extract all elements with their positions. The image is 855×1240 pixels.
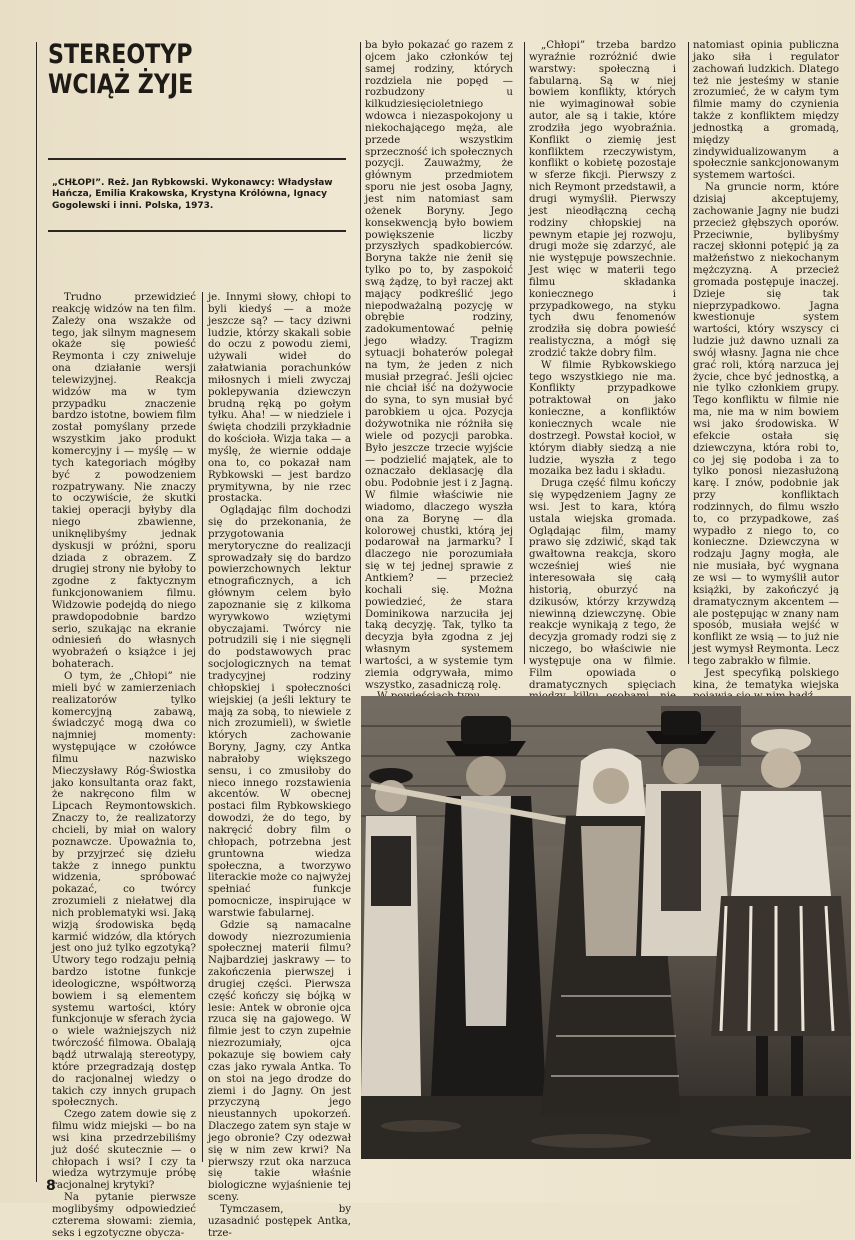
article-title-line-1: STEREOTYP (48, 39, 193, 70)
paragraph: Na gruncie norm, które dzisiaj akceptujemy, zachowanie Jagny nie budzi przecież głębszych oporów. Przeciwnie, bylibyśmy raczej skłonni potępić ją za małżeństwo z niekochanym mężczyzną. A przecież gromada postępuje inaczej. Dzieje się tak nieprzypadkowo. Jagna kwestionuje system wartości, który wszyscy ci ludzie już dawno uznali za swój własny. Jagna nie chce grać roli, którą narzuca jej życie, chce być jednostką, a nie tylko członkiem grupy. Tego konfliktu w filmie nie ma, nie ma w nim bowiem wsi jako środowiska. W efekcie ostała się dziewczyna, która robi to, co jej się podoba i za to tylko ponosi niezasłużoną karę. I znów, podobnie jak przy konfliktach rodzinnych, do filmu wszło to, co przypadkowe, zaś wypadło z niego to, co konieczne. Dziewczyna w rodzaju Jagny mogła, ale nie musiała, być wygnana ze wsi — to wymyślił autor książki, by zakończyć ją dramatycznym akcentem — ale postępując w znany nam sposób, musiała wejść w konflikt ze wsią — to już nie jest wymysł Reymonta. Lecz tego zabrakło w filmie. (693, 182, 839, 667)
text-column-4 (529, 40, 677, 691)
text-column-3 (365, 40, 513, 691)
paragraph: „Chłopi” trzeba bardzo wyraźnie rozróżnić dwie warstwy: społeczną i fabularną. Są w niej bowiem konflikty, których nie wyimaginował sobie autor, ale są i takie, które zrodziła jego wyobraźnia. Konflikt o ziemię jest konfliktem rzeczywistym, konflikt o kobietę pozostaje w sferze fikcji. Pierwszy z nich Reymont przedstawił, a drugi wymyślił. Pierwszy jest nieodłączną cechą rodziny chłopskiej na pewnym etapie jej rozwoju, drugi może się zdarzyć, ale nie występuje powszechnie. Jest więc w materii tego filmu składanka koniecznego i przypadkowego, na styku tych dwu fenomenów zrodziła się dobra powieść realistyczna, a mógł się zrodzić także dobry film. (529, 40, 677, 359)
column-rule (524, 42, 525, 664)
paragraph: ba było pokazać go razem z ojcem jako członków tej samej rodziny, których rozdziela nie popęd — rozbudzony u kilkudziesięcioletniego wdowca i niezaspokojony u niekochającego męża, ale przede wszystkim sprzeczność ich społecznych pozycji. Zauważmy, że głównym przedmiotem sporu nie jest osoba Jagny, jest nim natomiast sam ożenek Boryny. Jego konsekwencją było bowiem powiększenie liczby przyszłych spadkobierców. Boryna także nie żenił się tylko po to, by zaspokoić swą żądzę, to był raczej akt mający podkreślić jego niepodważalną pozycję w obrębie rodziny, zadokumentować pełnię jego władzy. Tragizm sytuacji bohaterów polegał na tym, że jeden z nich musiał przegrać. Jeśli ojciec nie chciał iść na dożywocie do syna, to syn musiał być parobkiem u ojca. Pozycja dożywotnika nie różniła się wiele od pozycji parobka. Było jeszcze trzecie wyjście — podzielić majątek, ale to oznaczało deklasację dla obu. Podobnie jest i z Jagną. W filmie właściwie nie wiadomo, dlaczego wyszła ona za Borynę — dla kolorowej chustki, którą jej podarował na jarmarku? I dlaczego nie porozumiała się w tej jednej sprawie z Antkiem? — przecież kochali się. Można powiedzieć, że stara Dominikowa narzuciła jej taką decyzję. Tak, tylko ta decyzja była zgodna z jej własnym systemem wartości, a w systemie tym ziemia odgrywała, mimo wszystko, zasadniczą rolę. (365, 40, 513, 691)
article-title (48, 40, 294, 100)
paragraph: Na pytanie pierwsze moglibyśmy odpowiedzieć czterema słowami: ziemia, seks i egzotyczne obycza- (52, 1192, 196, 1239)
column-rule (360, 42, 361, 664)
credits-bottom-rule (48, 230, 346, 232)
film-credits: „CHŁOPI”. Reż. Jan Rybkowski. Wykonawcy: Władysław Hańcza, Emilia Krakowska, Krystyna Królówna, Ignacy Gogolewski i inni. Polska, 1973. (52, 178, 333, 211)
paragraph: Jest specyfiką polskiego kina, że tematyka wiejska (693, 667, 839, 691)
paragraph: Tymczasem, by uzasadnić postępek Antka, trze- (208, 1203, 351, 1239)
text-column-2 (208, 292, 351, 1239)
paragraph: je. Innymi słowy, chłopi to byli kiedyś — a może jeszcze są? — tacy dziwni ludzie, którzy skakali sobie do oczu z powodu ziemi, używali wideł do załatwiania porachunków miłosnych i mieli zwyczaj poklepywania dziewczyn brudną ręką po gołym tyłku. Aha! — w niedziele i święta chodzili przykładnie do kościoła. Wizja taka — a myślę, że wiernie oddaje ona to, co pokazał nam Rybkowski — jest bardzo prymitywna, by nie rzec prostacka. (208, 292, 351, 505)
left-margin-rule (36, 42, 37, 1182)
text-column-1 (52, 292, 196, 1239)
text-column-5 (693, 40, 839, 691)
column-rule (202, 292, 203, 1162)
page-number: 8 (46, 1178, 56, 1194)
paragraph: Oglądając film dochodzi się do przekonania, że przygotowania merytoryczne do realizacji sprowadzały się do bardzo powierzchownych lektur etnograficznych, a ich głównym celem było zapoznanie się z kilkoma wyrywkowo wziętymi obyczajami. Twórcy nie potrudzili się i nie sięgnęli do podstawowych prac socjologicznych na temat tradycyjnej rodziny chłopskiej i społeczności wiejskiej (a jeśli lektury te mają za sobą, to niewiele z nich zrozumieli), w świetle których zachowanie Boryny, Jagny, czy Antka nabrałoby większego sensu, i co zmusiłoby do nieco innego rozstawienia akcentów. W obecnej postaci film Rybkowskiego dowodzi, że do tego, by nakręcić dobry film o chłopach, potrzebna jest gruntowna wiedza społeczna, a tworzywo literackie może co najwyżej spełniać funkcje pomocnicze, inspirujące w warstwie fabularnej. (208, 505, 351, 919)
film-still-photo (361, 696, 851, 1159)
paragraph: Czego zatem dowie się z filmu widz miejski — bo na wsi kina przedrzebiliśmy już dość skutecznie — o chłopach i wsi? I czy ta wiedza wytrzymuje próbę racjonalnej krytyki? (52, 1109, 196, 1192)
folk-musicians-illustration (361, 696, 851, 1159)
title-top-rule (48, 158, 346, 160)
paragraph: Druga część filmu kończy się wypędzeniem Jagny ze wsi. Jest to kara, którą ustala wiejska gromada. Oglądając film, mamy prawo się zdziwić, skąd tak gwałtowna reakcja, skoro wcześniej wieś nie interesowała się całą historią, oburzyć na dzikusów, którzy krzywdzą niewinną dziewczynę. Obie reakcje wynikają z tego, że decyzja gromady rodzi się z niczego, bo właściwie nie występuje ona w filmie. Film opowiada o dramatycznych spięciach (529, 478, 676, 691)
paragraph: O tym, że „Chłopi” nie mieli być w zamierzeniach realizatorów tylko komercyjną zabawą, świadczyć mogą dwa co najmniej momenty: występujące w czołówce filmu nazwisko Mieczysławy Róg-Świostka jako konsultanta oraz fakt, że nakręcono film w Lipcach Reymontowskich. Znaczy to, że realizatorzy chcieli, by miał on walory poznawcze. Upoważnia to, by przyjrzeć się dziełu także z innego punktu widzenia, spróbować pokazać, co twórcy zrozumieli z niełatwej dla nich problematyki wsi. Jaką wizją środowiska będą karmić widzów, dla których jest ono już tylko egzotyką? Utwory tego rodzaju pełnią bardzo istotne funkcje ideologiczne, współtworzą bowiem i są elementem systemu wartości, który funkcjonuje w sferach życia o wiele ważniejszych niż twórczość filmowa. Obalają bądź utrwalają stereotypy, które przegradzają dostęp do racjonalnej wiedzy o takich czy innych grupach społecznych. (52, 671, 196, 1109)
paragraph: natomiast opinia publiczna jako siła i regulator zachowań ludzkich. Dlatego też nie jesteśmy w stanie zrozumieć, że w całym tym filmie mamy do czynienia także z konfliktem między jednostką a gromadą, między zindywidualizowanym a społecznie sankcjonowanym systemem wartości. (693, 40, 839, 182)
article-title-line-2: WCIĄŻ ŻYJE (48, 69, 194, 100)
paragraph: Trudno przewidzieć reakcję widzów na ten film. Zależy ona wszakże od tego, jak silnym magnesem okaże się powieść Reymonta i czy zniweluje ona działanie wersji telewizyjnej. Reakcja widzów ma w tym przypadku znaczenie bardzo istotne, bowiem film został pomyślany przede wszystkim jako produkt komercyjny i — myślę — w tych kategoriach mógłby być z powodzeniem rozpatrywany. Nie znaczy to oczywiście, że skutki takiej operacji byłyby dla niego zbawienne, uniknęlibyśmy jednak dyskusji w próżni, sporu dziada z obrazem. Z drugiej strony nie byłoby to zgodne z faktycznym funkcjonowaniem filmu. Widzowie podejdą do niego prawdopodobnie bardzo serio, szukając na ekranie odniesień do własnych wyobrażeń o książce i jej bohaterach. (52, 292, 196, 671)
musician-figure-left (361, 768, 421, 1096)
paragraph: W filmie Rybkowskiego tego wszystkiego nie ma. Konflikty przypadkowe potraktował on jako konieczne, a konfliktów koniecznych wcale nie dostrzegł. Powstał kocioł, w którym diabły siedzą a nie ludzie, wyszła z tego mozaika bez ładu i składu. (529, 359, 676, 478)
paragraph: Gdzie są namacalne dowody niezrozumienia społecznej materii filmu? Najbardziej jaskrawy — to zakończenia pierwszej i drugiej części. Pierwsza część kończy się bójką w lesie: Antek w obronie ojca rzuca się na gajowego. W filmie jest to czyn zupełnie niezrozumiały, ojca pokazuje się bowiem cały czas jako rywala Antka. To on stoi na jego drodze do ziemi i do Jagny. On jest przyczyną jego nieustannych upokorzeń. Dlaczego zatem syn staje w jego obronie? Czy odezwał się w nim zew krwi? Na pierwszy rzut oka narzuca się takie właśnie biologiczne wyjaśnienie tej sceny. (208, 919, 351, 1204)
column-rule (688, 42, 689, 664)
